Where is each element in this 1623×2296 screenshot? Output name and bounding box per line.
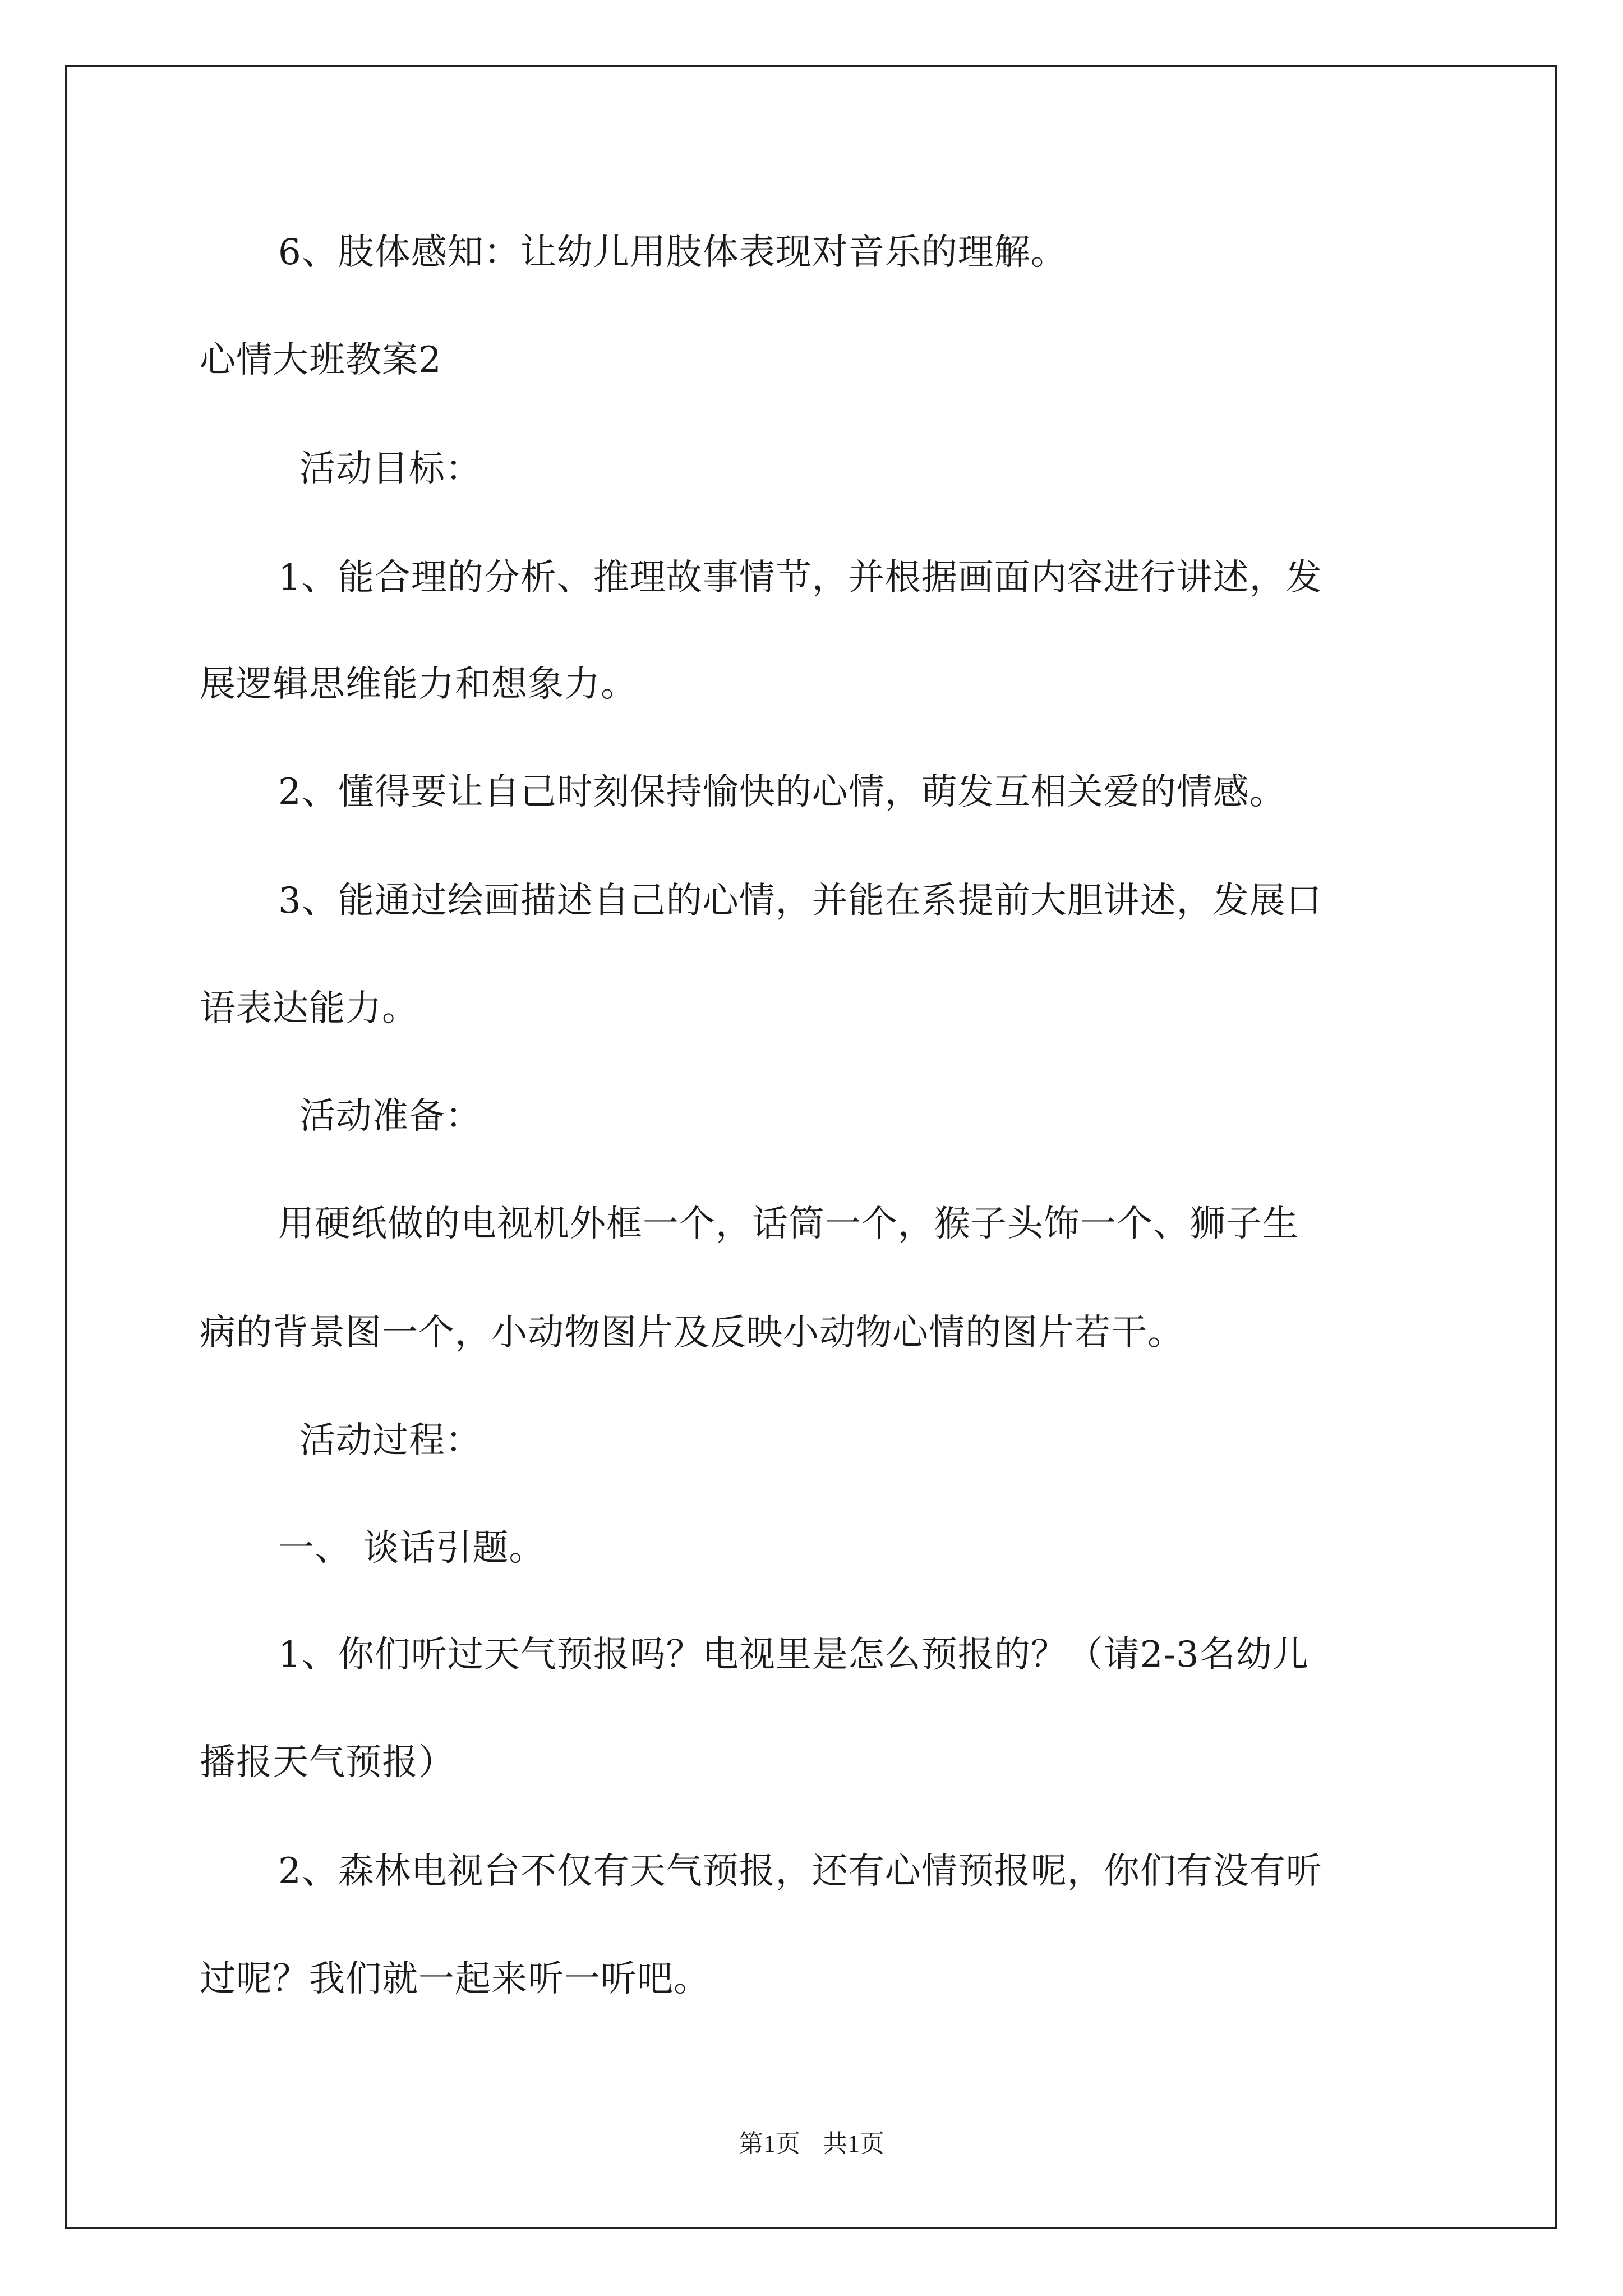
paragraph-line: 播报天气预报）: [200, 1742, 455, 1783]
section-heading: 心情大班教案2: [200, 339, 442, 381]
paragraph-line: 3、能通过绘画描述自己的心情，并能在系提前大胆讲述，发展口: [278, 880, 1322, 922]
paragraph-line: 过呢？我们就一起来听一听吧。: [200, 1958, 710, 2000]
subheading-process: 活动过程：: [299, 1420, 482, 1461]
page-footer: [0, 2132, 1623, 2156]
paragraph-line: 1、能合理的分析、推理故事情节，并根据画面内容进行讲述，发: [278, 557, 1322, 599]
paragraph-line: 用硬纸做的电视机外框一个，话筒一个，猴子头饰一个、狮子生: [278, 1203, 1299, 1245]
paragraph-line: 语表达能力。: [200, 988, 418, 1029]
subheading-preparation: 活动准备：: [299, 1096, 482, 1137]
paragraph-line: 1、你们听过天气预报吗？电视里是怎么预报的？（请2-3名幼儿: [278, 1634, 1309, 1676]
paragraph-line: 展逻辑思维能力和想象力。: [200, 664, 637, 705]
page-number: 第1页: [739, 2130, 800, 2157]
paragraph-line: 2、懂得要让自己时刻保持愉快的心情，萌发互相关爱的情感。: [278, 771, 1286, 813]
paragraph-line: 一、 谈话引题。: [278, 1527, 546, 1569]
paragraph-line: 6、肢体感知：让幼儿用肢体表现对音乐的理解。: [278, 232, 1067, 273]
paragraph-line: 2、森林电视台不仅有天气预报，还有心情预报呢，你们有没有听: [278, 1851, 1322, 1892]
subheading-objectives: 活动目标：: [299, 448, 482, 490]
page-border: [65, 65, 1557, 2229]
page-total: 共1页: [823, 2130, 884, 2157]
paragraph-line: 病的背景图一个，小动物图片及反映小动物心情的图片若干。: [200, 1312, 1184, 1354]
